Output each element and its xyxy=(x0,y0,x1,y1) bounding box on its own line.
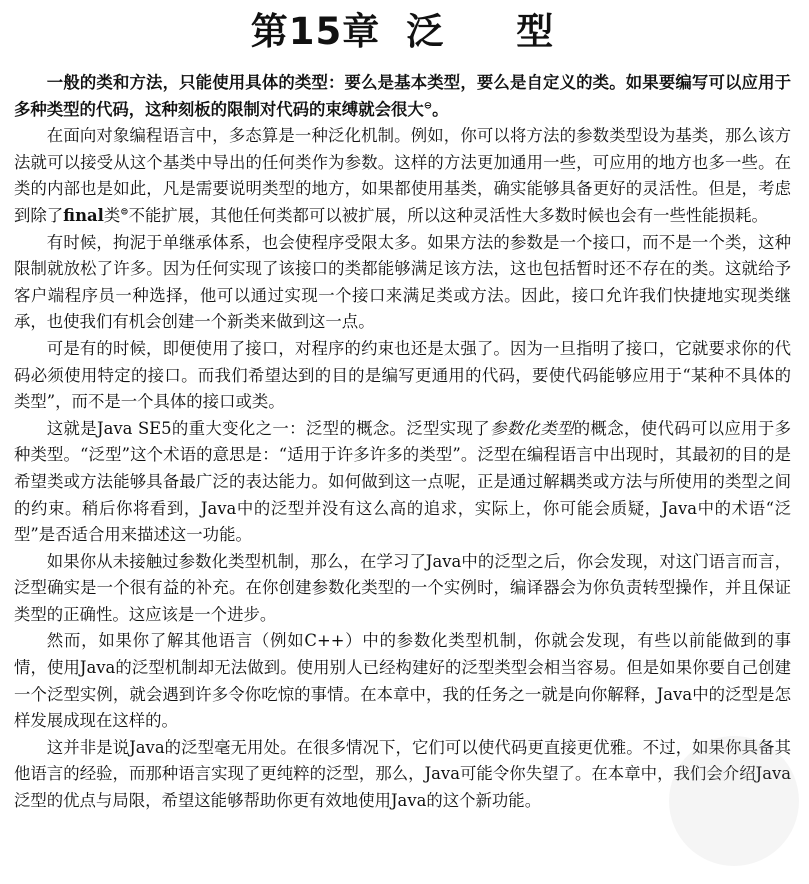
paragraph-polymorphism xyxy=(14,123,791,229)
chapter-title-char-2: 型 xyxy=(516,10,555,53)
chapter-title xyxy=(14,8,791,56)
paragraph-constraints: 可是有的时候，即便使用了接口，对程序的约束也还是太强了。因为一旦指明了接口，它就要求你的代码必须使用特定的接口。而我们希望达到的目的是编写更通用的代码，要使代码能够应用于“某种不具体的类型”，而不是一个具体的接口或类。 xyxy=(14,338,791,412)
paragraph-polymorphism-text-a: 在面向对象编程语言中，多态算是一种泛化机制。例如，你可以将方法的参数类型设为基类，那么该方法就可以接受从这个基类中导出的任何类作为参数。这样的方法更加通用一些，可应用的地方也多一些。在类的内部也是如此，凡是需要说明类型的地方，如果都使用基类，确实能够具备更好的灵活性。但是，考虑到除了 xyxy=(14,126,791,225)
paragraph-polymorphism-text-c: 不能扩展，其他任何类都可以被扩展，所以这种灵活性大多数时候也会有一些性能损耗。 xyxy=(128,205,768,225)
chapter-title-char-1: 泛 xyxy=(406,10,445,53)
paragraph-intro xyxy=(14,70,791,123)
parameterized-types-term: 参数化类型 xyxy=(490,418,574,438)
final-keyword: final xyxy=(63,205,104,225)
footnote-marker-2: ⊜ xyxy=(120,206,129,218)
paragraph-polymorphism-text-b: 类 xyxy=(103,205,121,225)
footnote-marker-1: ⊖ xyxy=(423,100,433,112)
paragraph-java-se5-text-a: 这就是Java SE5的重大变化之一：泛型的概念。泛型实现了 xyxy=(46,418,491,438)
paragraph-java-se5-text-b: 的概念，使代码可以应用于多种类型。“泛型”这个术语的意思是：“适用于许多许多的类型”。泛型在编程语言中出现时，其最初的目的是希望类或方法能够具备最广泛的表达能力。如何做到这一点呢，正是通过解耦类或方法与所使用的类型之间的约束。稍后你将看到，Java中的泛型并没有这么高的追求，实际上，你可能会质疑，Java中的术语“泛型”是否适合用来描述这一功能。 xyxy=(14,418,792,545)
watermark-seal xyxy=(669,736,799,866)
paragraph-cpp-comparison: 然而，如果你了解其他语言（例如C++）中的参数化类型机制，你就会发现，有些以前能做到的事情，使用Java的泛型机制却无法做到。使用别人已经构建好的泛型类型会相当容易。但是如果你要自己创建一个泛型实例，就会遇到许多令你吃惊的事情。在本章中，我的任务之一就是向你解释，Java中的泛型是怎样发展成现在这样的。 xyxy=(14,631,791,731)
paragraph-java-se5 xyxy=(14,416,791,549)
paragraph-intro-text: 一般的类和方法，只能使用具体的类型：要么是基本类型，要么是自定义的类。如果要编写可以应用于多种类型的代码，这种刻板的限制对代码的束缚就会很大 xyxy=(14,73,791,119)
paragraph-interfaces: 有时候，拘泥于单继承体系，也会使程序受限太多。如果方法的参数是一个接口，而不是一个类，这种限制就放松了许多。因为任何实现了该接口的类都能够满足该方法，这也包括暂时还不存在的类。这就给予客户端程序员一种选择，他可以通过实现一个接口来满足类或方法。因此，接口允许我们快捷地实现类继承，也使我们有机会创建一个新类来做到这一点。 xyxy=(14,232,791,332)
paragraph-benefit: 如果你从未接触过参数化类型机制，那么，在学习了Java中的泛型之后，你会发现，对这门语言而言，泛型确实是一个很有益的补充。在你创建参数化类型的一个实例时，编译器会为你负责转型操作，并且保证类型的正确性。这应该是一个进步。 xyxy=(14,551,791,624)
paragraph-summary: 这并非是说Java的泛型毫无用处。在很多情况下，它们可以使代码更直接更优雅。不过，如果你具备其他语言的经验，而那种语言实现了更纯粹的泛型，那么，Java可能令你失望了。在本章中，我们会介绍Java泛型的优点与局限，希望这能够帮助你更有效地使用Java的这个新功能。 xyxy=(14,737,791,811)
chapter-number: 第15章 xyxy=(250,10,381,53)
paragraph-intro-end: 。 xyxy=(432,99,449,119)
